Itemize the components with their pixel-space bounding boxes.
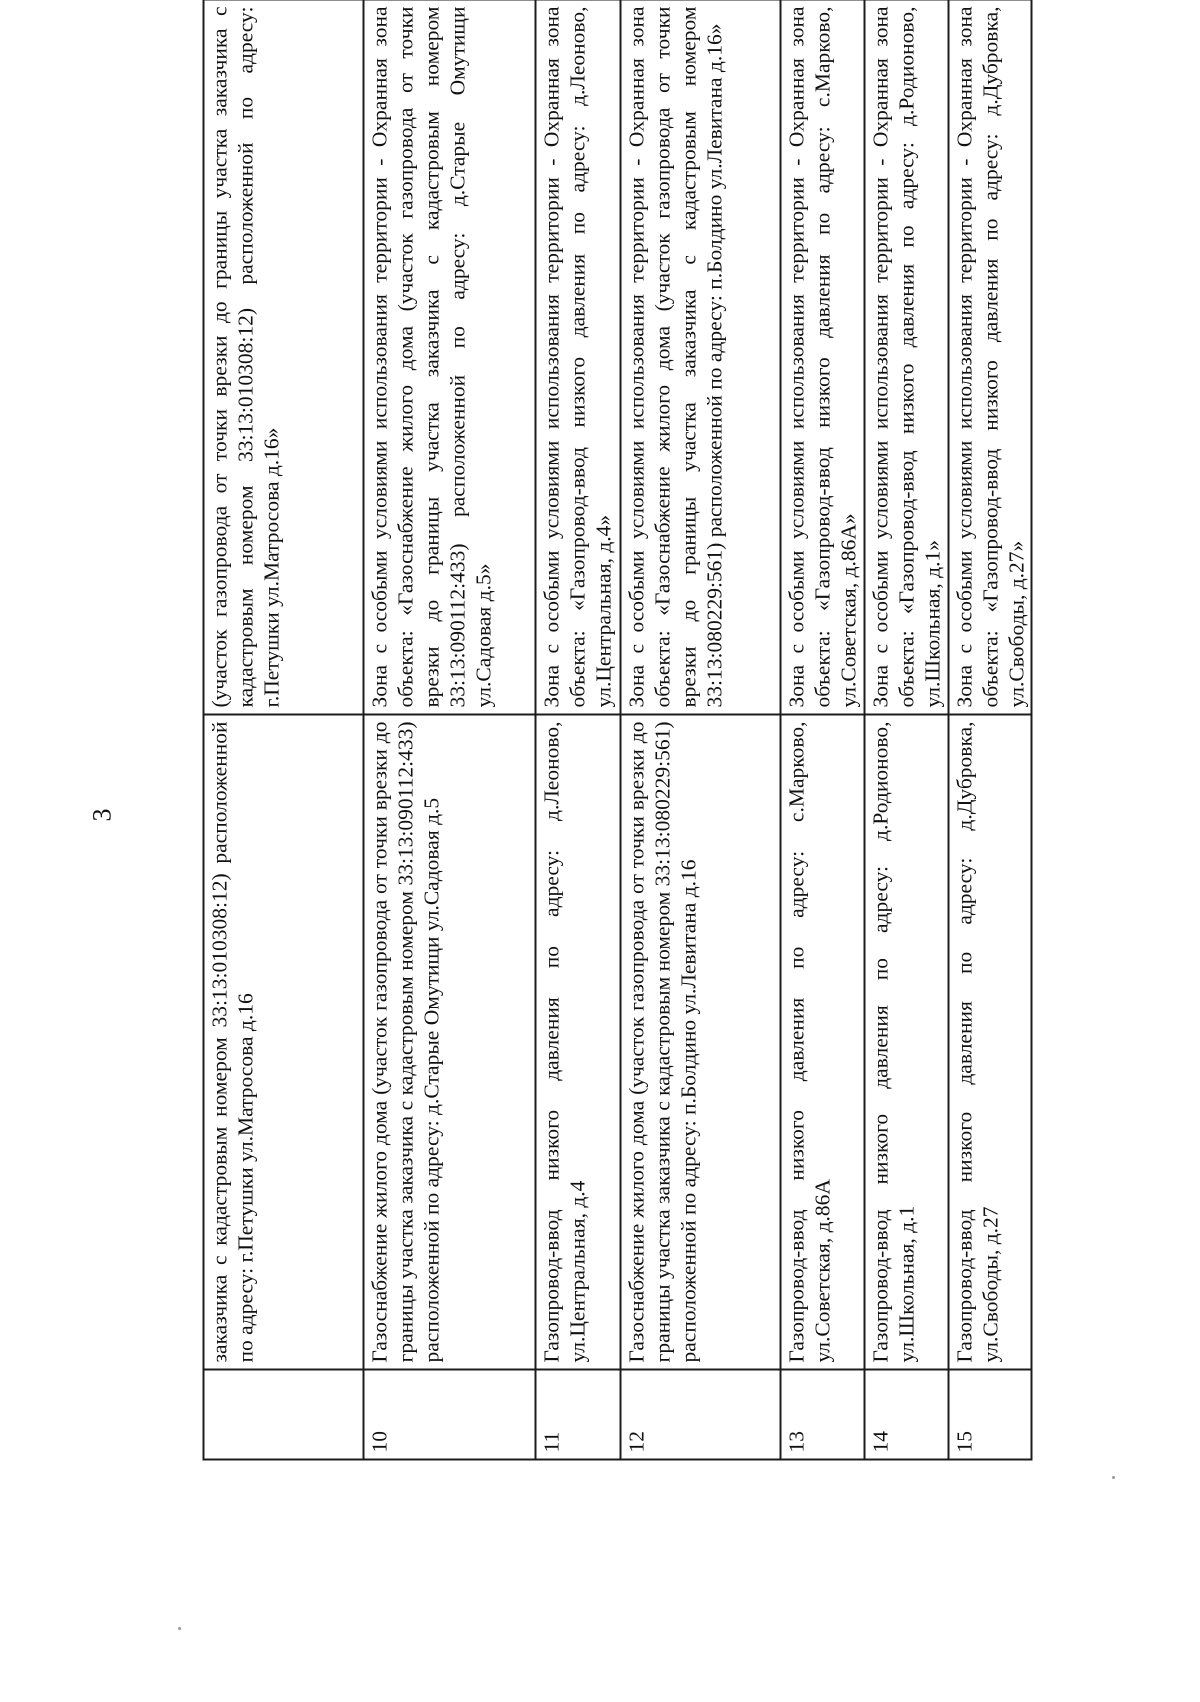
- object-name-cell: Газопровод-ввод низкого давления по адресу: д.Дубровка, ул.Свободы, д.27: [949, 714, 1032, 1369]
- zone-description-cell: Зона с особыми условиями использования территории - Охранная зона объекта: «Газопровод-ввод низкого давления по адресу: д.Леоново, ул.Центральная, д.4»: [536, 0, 621, 714]
- zone-description-cell: Зона с особыми условиями использования территории - Охранная зона объекта: «Газопровод-ввод низкого давления по адресу: д.Родионово, ул.Школьная, д.1»: [865, 0, 949, 714]
- page-number: 3: [87, 808, 117, 822]
- object-name-cell: Газопровод-ввод низкого давления по адресу: д.Родионово, ул.Школьная, д.1: [865, 714, 949, 1369]
- table-row: [364, 0, 536, 1459]
- object-name-cell: Газопровод-ввод низкого давления по адресу: с.Марково, ул.Советская, д.86А: [781, 714, 865, 1369]
- row-number-cell: [204, 1369, 364, 1459]
- zones-table: [203, 0, 1033, 1460]
- object-name-cell: Газопровод-ввод низкого давления по адресу: д.Леоново, ул.Центральная, д.4: [536, 714, 621, 1369]
- object-name-cell: Газоснабжение жилого дома (участок газопровода от точки врезки до границы участка заказчика с кадастровым номером 33:13:090112:433) расположенной по адресу: д.Старые Омутищи ул.Садовая д.5: [364, 714, 536, 1369]
- table-row: [204, 0, 364, 1459]
- zone-description-cell: Зона с особыми условиями использования территории - Охранная зона объекта: «Газопровод-ввод низкого давления по адресу: с.Марково, ул.Советская, д.86А»: [781, 0, 865, 714]
- row-number-cell: 15: [949, 1369, 1032, 1459]
- zone-description-cell: Зона с особыми условиями использования территории - Охранная зона объекта: «Газоснабжение жилого дома (участок газопровода от точки врезки до границы участка заказчика с кадастровым номером 33:13:080229:561) расположенной по адресу: п.Болдино ул.Левитана д.16»: [621, 0, 781, 714]
- row-number-cell: 12: [621, 1369, 781, 1459]
- zone-description-cell: (участок газопровода от точки врезки до границы участка заказчика с кадастровым номером 33:13:010308:12) расположенной по адресу: г.Петушки ул.Матросова д.16»: [204, 0, 364, 714]
- row-number-cell: 11: [536, 1369, 621, 1459]
- table-row: [536, 0, 621, 1459]
- object-name-cell: Газоснабжение жилого дома (участок газопровода от точки врезки до границы участка заказчика с кадастровым номером 33:13:080229:561) расположенной по адресу: п.Болдино ул.Левитана д.16: [621, 714, 781, 1369]
- row-number-cell: 14: [865, 1369, 949, 1459]
- zone-description-cell: Зона с особыми условиями использования территории - Охранная зона объекта: «Газопровод-ввод низкого давления по адресу: д.Дубровка, ул.Свободы, д.27»: [949, 0, 1032, 714]
- scan-speck: [178, 1627, 181, 1630]
- object-name-cell: заказчика с кадастровым номером 33:13:010308:12) расположенной по адресу: г.Петушки ул.Матросова д.16: [204, 714, 364, 1369]
- row-number-cell: 13: [781, 1369, 865, 1459]
- table-row: [781, 0, 865, 1459]
- table-row: [949, 0, 1032, 1459]
- scan-speck: [1112, 1476, 1115, 1479]
- row-number-cell: 10: [364, 1369, 536, 1459]
- zone-description-cell: Зона с особыми условиями использования территории - Охранная зона объекта: «Газоснабжение жилого дома (участок газопровода от точки врезки до границы участка заказчика с кадастровым номером 33:13:090112:433) расположенной по адресу: д.Старые Омутищи ул.Садовая д.5»: [364, 0, 536, 714]
- table-row: [865, 0, 949, 1459]
- rotated-table-container: [203, 0, 1028, 1460]
- table-row: [621, 0, 781, 1459]
